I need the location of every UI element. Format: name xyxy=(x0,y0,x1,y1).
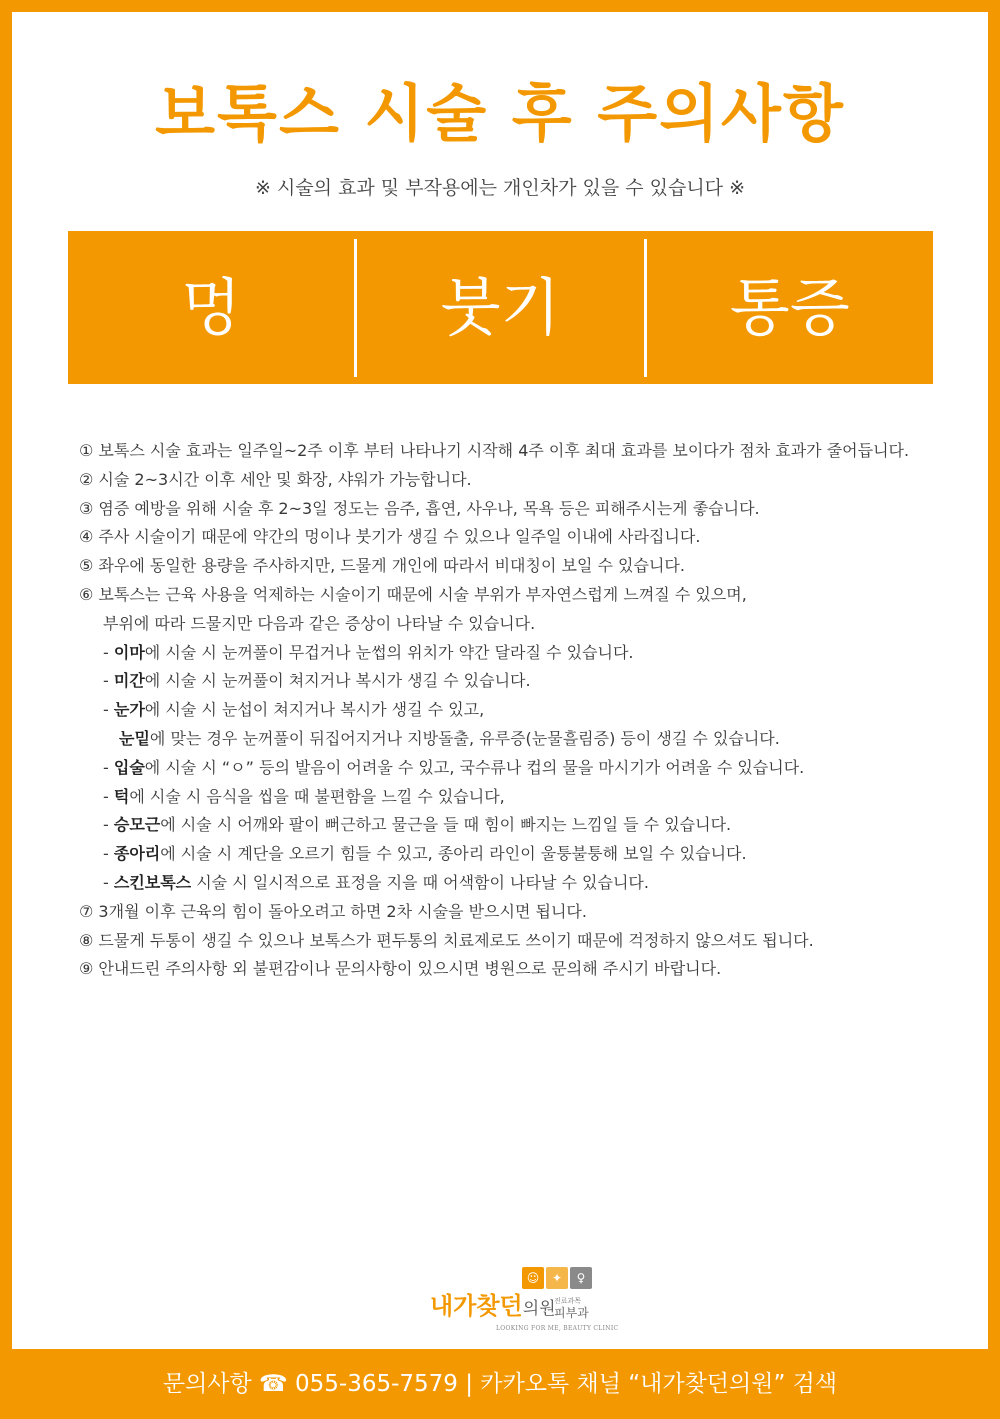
caution-item-4: ④ 주사 시술이기 때문에 약간의 멍이나 붓기가 생길 수 있으나 일주일 이내에 사라집니다. xyxy=(79,527,701,547)
logo-name-main: 내가찾던 xyxy=(430,1292,523,1320)
figure-icon: ♀ xyxy=(570,1267,592,1289)
sub-item-text: 에 시술 시 음식을 씹을 때 불편함을 느낄 수 있습니다, xyxy=(129,786,505,806)
sub-item-eye xyxy=(79,696,959,725)
sub-item-label: 승모근 xyxy=(113,815,161,835)
dash: - xyxy=(103,700,114,720)
banner-bruise: 멍 xyxy=(181,270,242,344)
dash: - xyxy=(103,815,114,835)
sub-item-label: 눈밑 xyxy=(119,728,150,748)
logo-english-tagline: LOOKING FOR ME, BEAUTY CLINIC xyxy=(496,1325,619,1332)
logo-dept-value: 피부과 xyxy=(554,1306,589,1320)
contact-footer: 문의사항 ☎ 055-365-7579 | 카카오톡 채널 “내가찾던의원” 검색 xyxy=(12,1349,988,1419)
dash: - xyxy=(103,786,114,806)
clinic-logo xyxy=(430,1267,619,1347)
sub-item-calf xyxy=(79,840,959,869)
caution-item-6 xyxy=(79,581,959,898)
logo-icons xyxy=(522,1267,592,1289)
logo-department xyxy=(554,1297,589,1320)
dash: - xyxy=(103,642,114,662)
sub-item-trapezius xyxy=(79,811,959,840)
caution-item-8: ⑧ 드물게 두통이 생길 수 있으나 보톡스가 편두통의 치료제로도 쓰이기 때문에 걱정하지 않으셔도 됩니다. xyxy=(79,930,814,950)
symptom-banner xyxy=(68,231,933,384)
sparkle-icon: ✦ xyxy=(546,1267,568,1289)
caution-item-6-line-1: ⑥ 보톡스는 근육 사용을 억제하는 시술이기 때문에 시술 부위가 부자연스럽게 느껴질 수 있으며, xyxy=(79,584,747,604)
sub-item-label: 입술 xyxy=(113,757,145,777)
caution-item-2: ② 시술 2~3시간 이후 세안 및 화장, 샤워가 가능합니다. xyxy=(79,469,472,489)
sub-item-lip xyxy=(79,754,959,783)
caution-item-6-line-2: 부위에 따라 드물지만 다음과 같은 증상이 나타날 수 있습니다. xyxy=(103,613,536,633)
caution-item-1: ① 보톡스 시술 효과는 일주일~2주 이후 부터 나타나기 시작해 4주 이후 최대 효과를 보이다가 점차 효과가 줄어듭니다. xyxy=(79,441,910,460)
sub-item-text: 에 시술 시 계단을 오르기 힘들 수 있고, 종아리 라인이 울퉁불퉁해 보일 수 있습니다. xyxy=(160,844,747,864)
sub-item-chin xyxy=(79,783,959,812)
sub-item-text: 시술 시 일시적으로 표정을 지을 때 어색함이 나타날 수 있습니다. xyxy=(191,872,649,892)
sub-item-glabella xyxy=(79,667,959,696)
sub-item-label: 이마 xyxy=(113,642,145,662)
sub-item-text: 에 시술 시 눈꺼풀이 무겁거나 눈썹의 위치가 약간 달라질 수 있습니다. xyxy=(144,642,634,662)
sub-item-text: 에 시술 시 어깨와 팔이 뻐근하고 물근을 들 때 힘이 빠지는 느낌일 들 수 있습니다. xyxy=(160,815,732,835)
sub-item-label: 턱 xyxy=(113,786,130,806)
dash: - xyxy=(103,844,114,864)
page-title: 보톡스 시술 후 주의사항 xyxy=(155,77,845,150)
sub-item-text: 에 맞는 경우 눈꺼풀이 뒤집어지거나 지방돌출, 유루증(눈물흘림증) 등이 생길 수 있습니다. xyxy=(149,728,780,748)
sub-item-label: 스킨보톡스 xyxy=(113,872,192,892)
dash: - xyxy=(103,872,114,892)
sub-item-label: 종아리 xyxy=(113,844,161,864)
logo-clinic-name xyxy=(430,1291,556,1324)
logo-dept-label: 진료과목 xyxy=(554,1297,582,1305)
sub-item-forehead xyxy=(79,639,959,668)
sub-item-skin-botox xyxy=(79,869,959,898)
caution-item-3: ③ 염증 예방을 위해 시술 후 2~3일 정도는 음주, 흡연, 사우나, 목욕 등은 피해주시는게 좋습니다. xyxy=(79,498,760,518)
caution-list xyxy=(79,437,959,984)
sub-item-undereye xyxy=(79,725,959,754)
dash: - xyxy=(103,757,114,777)
caution-item-9: ⑨ 안내드린 주의사항 외 불편감이나 문의사항이 있으시면 병원으로 문의해 주시기 바랍니다. xyxy=(79,959,722,979)
sub-item-text: 에 시술 시 “ㅇ” 등의 발음이 어려울 수 있고, 국수류나 컵의 물을 마시기가 어려울 수 있습니다. xyxy=(144,757,805,777)
banner-pain: 통증 xyxy=(729,270,850,344)
page-subtitle: ※ 시술의 효과 및 부작용에는 개인차가 있을 수 있습니다 ※ xyxy=(255,177,745,199)
sub-item-label: 미간 xyxy=(113,671,145,691)
sub-item-text: 에 시술 시 눈섭이 쳐지거나 복시가 생길 수 있고, xyxy=(144,700,485,720)
caution-item-7: ⑦ 3개월 이후 근육의 힘이 돌아오려고 하면 2차 시술을 받으시면 됩니다. xyxy=(79,901,587,921)
sub-item-label: 눈가 xyxy=(113,700,145,720)
caution-item-5: ⑤ 좌우에 동일한 용량을 주사하지만, 드물게 개인에 따라서 비대칭이 보일 수 있습니다. xyxy=(79,556,685,576)
logo-name-small: 의원 xyxy=(522,1299,556,1319)
face-icon: ☺ xyxy=(522,1267,544,1289)
banner-swelling: 붓기 xyxy=(440,270,561,344)
sub-item-text: 에 시술 시 눈꺼풀이 쳐지거나 복시가 생길 수 있습니다. xyxy=(144,671,531,691)
dash: - xyxy=(103,671,114,691)
